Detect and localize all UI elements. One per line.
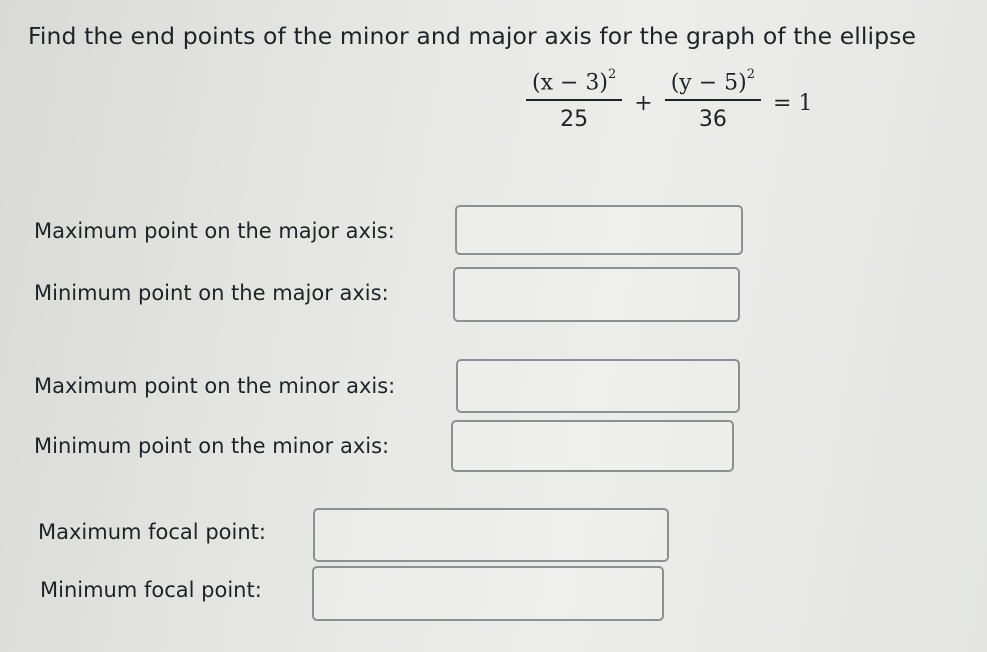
x-term-numerator: $(x - 3)^2$ xyxy=(532,66,617,96)
y-term-denominator: 36 xyxy=(698,107,727,133)
minor-max-input[interactable] xyxy=(456,359,740,413)
major-max-input[interactable] xyxy=(455,205,743,255)
minor-min-input[interactable] xyxy=(451,420,734,472)
plus-sign: + xyxy=(634,90,653,116)
major-min-label: Minimum point on the major axis: xyxy=(34,281,389,305)
minor-min-label: Minimum point on the minor axis: xyxy=(34,434,390,458)
fraction-y-term xyxy=(665,66,761,133)
minor-max-label: Maximum point on the minor axis: xyxy=(34,374,396,398)
question-prompt: Find the end points of the minor and major axis for the graph of the ellipse xyxy=(28,22,917,50)
fraction-x-term xyxy=(526,66,622,133)
focal-min-input[interactable] xyxy=(312,566,664,621)
ellipse-equation xyxy=(522,56,820,146)
major-max-label: Maximum point on the major axis: xyxy=(34,219,395,243)
major-min-input[interactable] xyxy=(453,267,740,322)
focal-max-input[interactable] xyxy=(313,508,669,562)
focal-max-label: Maximum focal point: xyxy=(38,520,266,544)
focal-min-label: Minimum focal point: xyxy=(40,578,262,602)
equals-one: = 1 xyxy=(773,90,813,116)
x-term-denominator: 25 xyxy=(560,107,589,133)
y-term-numerator: $(y - 5)^2$ xyxy=(670,66,756,96)
